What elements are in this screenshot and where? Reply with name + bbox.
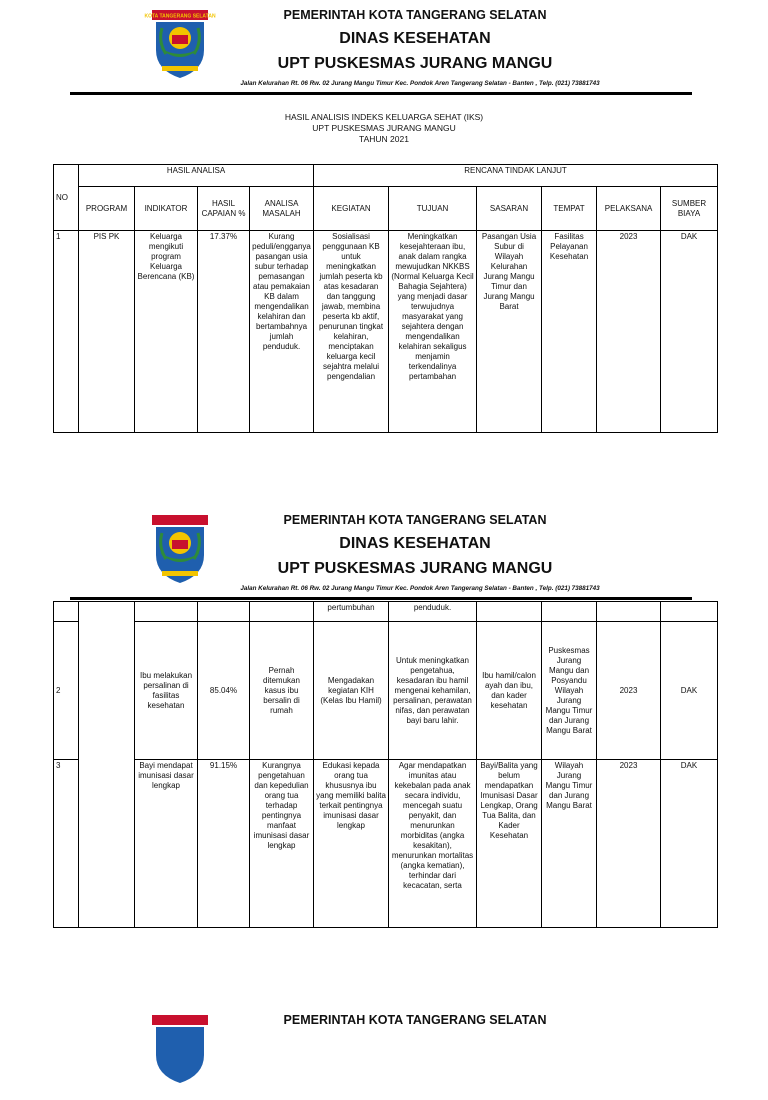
- iks-table-page2: [53, 601, 718, 928]
- iks-table-page1: [53, 164, 718, 433]
- unit-name: UPT PUSKESMAS JURANG MANGU: [277, 55, 553, 72]
- page-3: [0, 1005, 768, 1100]
- header-program: PROGRAM: [79, 187, 135, 231]
- header-capaian: HASIL CAPAIAN %: [198, 187, 250, 231]
- city-logo-icon: [150, 513, 210, 585]
- divider: [70, 92, 692, 95]
- table-row: 1 PIS PK Keluarga mengikuti program Keluarga Berencana (KB) 17.37% Kurang peduli/engganya pasangan usia subur terhadap pemasangan atau pemakaian KB dalam mengendalikan kelahiran dan bertambahnya jumlah penduduk. Sosialisasi penggunaan KB untuk meningkatkan jumlah peserta kb atas kesadaran dan tanggung jawab, membina peserta kb aktif, penurunan tingkat kelahiran, menciptakan keluarga kecil sejahtra melalui pengendalian Meningkatkan kesejahteraan ibu, anak dalam rangka mewujudkan NKKBS (Normal Keluarga Kecil Bahagia Sejahtera) yang menjadi dasar terwujudnya masyarakat yang sejahtera dengan mengendalikan kelahiran sekaligus menjamin terkendalinya pertambahan Pasangan Usia Subur di Wilayah Kelurahan Jurang Mangu Timur dan Jurang Mangu Barat Fasilitas Pelayanan Kesehatan 2023 DAK: [54, 231, 718, 433]
- page-1: [0, 0, 768, 381]
- letterhead: PEMERINTAH KOTA TANGERANG SELATAN: [0, 1005, 768, 1100]
- header-kegiatan: KEGIATAN: [314, 187, 389, 231]
- report-title: HASIL ANALISIS INDEKS KELUARGA SEHAT (IKS) UPT PUSKESMAS JURANG MANGU TAHUN 2021: [284, 112, 484, 144]
- header-analisa: ANALISA MASALAH: [250, 187, 314, 231]
- svg-text:KOTA TANGERANG SELATAN: KOTA TANGERANG SELATAN: [144, 13, 216, 20]
- table-row: 2 Ibu melakukan persalinan di fasilitas kesehatan 85.04% Pernah ditemukan kasus ibu bersalin di rumah Mengadakan kegiatan KIH (Kelas Ibu Hamil) Untuk meningkatkan pengetahua, kesadaran ibu hamil mengenai kehamilan, persalinan, perawatan nifas, dan perawatan bayi baru lahir. Ibu hamil/calon ayah dan ibu, dan kader kesehatan Puskesmas Jurang Mangu dan Posyandu Wilayah Jurang Mangu Timur dan Jurang Mangu Barat 2023 DAK: [54, 622, 718, 760]
- table-row: 3 Bayi mendapat imunisasi dasar lengkap 91.15% Kurangnya pengetahuan dan kepedulian orang tua terhadap pentingnya manfaat imunisasi dasar lengkap Edukasi kepada orang tua khususnya ibu yang memiliki balita terkait pentingnya imunisasi dasar lengkap Agar mendapatkan imunitas atau kekebalan pada anak secara individu, mencegah suatu penyakit, dan menurunkan morbiditas (angka kesakitan), menurunkan mortalitas (angka kematian), terhindar dari kecacatan, serta Bayi/Balita yang belum mendapatkan Imunisasi Dasar Lengkap, Orang Tua Balita, dan Kader Kesehatan Wilayah Jurang Mangu Timur dan Jurang Mangu Barat 2023 DAK: [54, 760, 718, 928]
- header-rencana-tindak-lanjut: RENCANA TINDAK LANJUT: [314, 165, 718, 187]
- header-indikator: INDIKATOR: [135, 187, 198, 231]
- header-no: NO: [54, 165, 79, 231]
- header-hasil-analisa: HASIL ANALISA: [79, 165, 314, 187]
- letterhead: [0, 0, 768, 95]
- header-pelaksana: PELAKSANA: [597, 187, 661, 231]
- header-sumber-biaya: SUMBER BIAYA: [661, 187, 718, 231]
- city-logo-icon: [150, 1013, 210, 1085]
- page-2: [0, 505, 768, 890]
- address: Jalan Kelurahan Rt. 06 Rw. 02 Jurang Mangu Timur Kec. Pondok Aren Tangerang Selatan - Banten , Telp. (021) 73881743: [240, 80, 600, 87]
- city-logo-icon: [144, 8, 216, 80]
- agency-name: DINAS KESEHATAN: [339, 30, 491, 47]
- header-tempat: TEMPAT: [542, 187, 597, 231]
- table-row: pertumbuhan penduduk.: [54, 602, 718, 622]
- gov-name: PEMERINTAH KOTA TANGERANG SELATAN: [283, 8, 547, 22]
- letterhead: PEMERINTAH KOTA TANGERANG SELATAN DINAS KESEHATAN UPT PUSKESMAS JURANG MANGU Jalan Kelurahan Rt. 06 Rw. 02 Jurang Mangu Timur Kec. Pondok Aren Tangerang Selatan - Banten , Telp. (021) 73881743: [0, 505, 768, 600]
- header-tujuan: TUJUAN: [389, 187, 477, 231]
- header-sasaran: SASARAN: [477, 187, 542, 231]
